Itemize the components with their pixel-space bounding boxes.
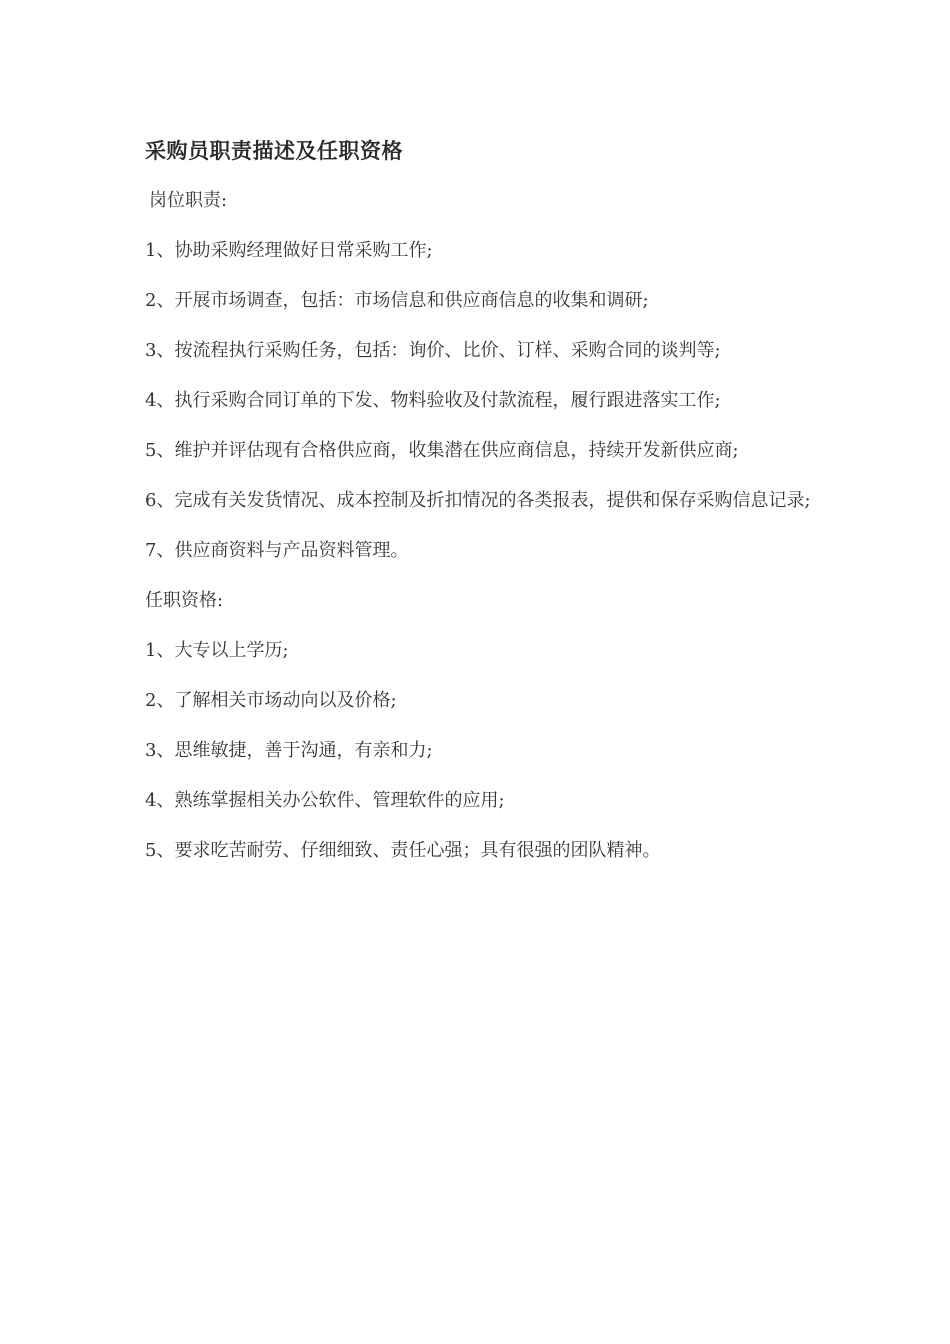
duty-item-6: 6、完成有关发货情况、成本控制及折扣情况的各类报表，提供和保存采购信息记录;	[145, 490, 811, 511]
qualifications-heading: 任职资格:	[145, 590, 224, 611]
qualification-item-5: 5、要求吃苦耐劳、仔细细致、责任心强；具有很强的团队精神。	[145, 840, 661, 861]
duty-item-5: 5、维护并评估现有合格供应商，收集潜在供应商信息，持续开发新供应商;	[145, 440, 739, 461]
duties-heading: 岗位职责:	[149, 190, 228, 211]
duty-item-2: 2、开展市场调查，包括：市场信息和供应商信息的收集和调研;	[145, 290, 649, 311]
duty-item-1: 1、协助采购经理做好日常采购工作;	[145, 240, 433, 261]
document-title: 采购员职责描述及任职资格	[145, 138, 403, 163]
qualification-item-4: 4、熟练掌握相关办公软件、管理软件的应用;	[145, 790, 505, 811]
document-body	[145, 136, 825, 886]
duty-item-3: 3、按流程执行采购任务，包括：询价、比价、订样、采购合同的谈判等;	[145, 340, 721, 361]
qualification-item-1: 1、大专以上学历;	[145, 640, 289, 661]
duty-item-7: 7、供应商资料与产品资料管理。	[145, 540, 409, 561]
qualification-item-3: 3、思维敏捷，善于沟通，有亲和力;	[145, 740, 433, 761]
duty-item-4: 4、执行采购合同订单的下发、物料验收及付款流程，履行跟进落实工作;	[145, 390, 721, 411]
qualification-item-2: 2、了解相关市场动向以及价格;	[145, 690, 397, 711]
